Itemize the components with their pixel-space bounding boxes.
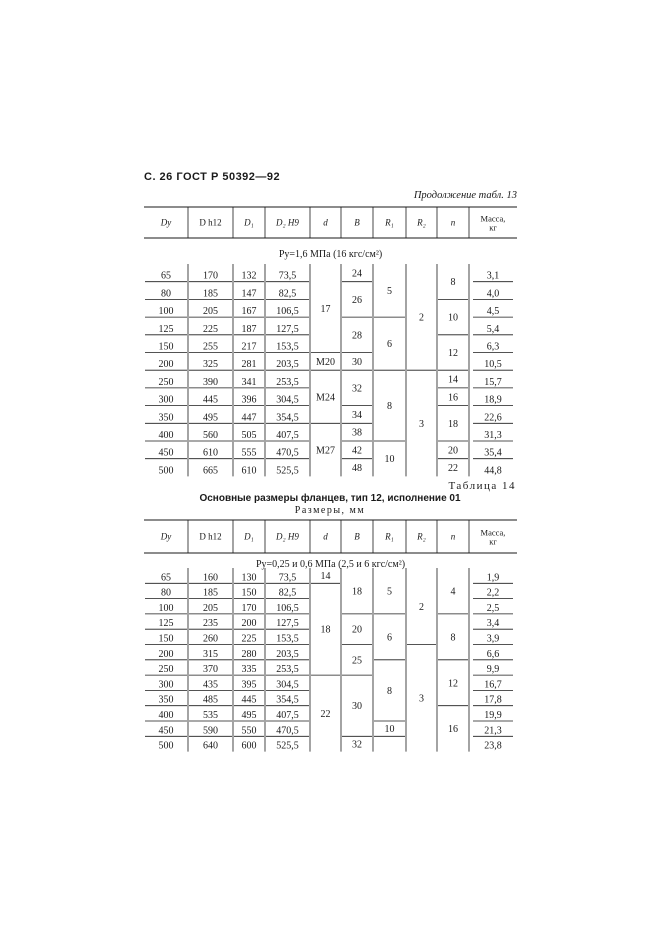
cell-d1: 150 <box>241 587 257 599</box>
cell-d2: 203,5 <box>276 648 299 660</box>
cell-d2: 106,5 <box>276 602 299 614</box>
span-b-value: 42 <box>352 445 362 457</box>
cell-mass: 17,8 <box>484 694 502 706</box>
span-r2-value: 2 <box>419 312 424 324</box>
cell-d2: 253,5 <box>276 376 299 388</box>
column-header-h-n: n <box>450 217 456 228</box>
cell-d: 225 <box>203 323 218 335</box>
cell-d1: 447 <box>241 412 257 424</box>
span-n-value: 4 <box>450 586 456 598</box>
column-header-h-dy: Dу <box>160 217 172 228</box>
column-header-h-mass: Масса, <box>480 213 506 224</box>
cell-mass: 4,0 <box>486 288 500 300</box>
span-b-value: 24 <box>352 268 362 280</box>
span-b-value: 25 <box>352 655 362 667</box>
cell-d2: 407,5 <box>276 710 299 721</box>
column-header-h-d2: D₂ H9 <box>276 217 299 228</box>
column-header-h-mass: Масса, <box>480 527 506 538</box>
cell-d: 665 <box>203 465 218 477</box>
cell-mass: 3,1 <box>486 270 500 282</box>
cell-dy: 300 <box>158 679 174 691</box>
span-b-value: 32 <box>352 739 362 751</box>
cell-mass: 19,9 <box>484 710 502 721</box>
span-r1-value: 5 <box>387 286 392 298</box>
cell-d2: 73,5 <box>278 270 297 282</box>
cell-mass: 31,3 <box>484 430 502 441</box>
cell-d2: 82,5 <box>278 288 297 300</box>
column-header-h-b: B <box>354 217 360 228</box>
cell-dy: 300 <box>158 394 174 406</box>
span-n-value: 16 <box>448 392 458 404</box>
span-b-value: 26 <box>352 294 362 306</box>
span-n-value: 8 <box>450 277 456 289</box>
span-b-value: 48 <box>352 463 362 475</box>
cell-d2: 525,5 <box>276 465 299 477</box>
cell-d2: 470,5 <box>276 725 299 737</box>
span-r1-value: 10 <box>384 454 395 466</box>
cell-d2: 525,5 <box>276 740 299 752</box>
span-d-value: M27 <box>316 445 335 457</box>
column-header-h-d1: D₁ <box>244 531 254 542</box>
span-n-value: 12 <box>448 348 458 359</box>
cell-dy: 400 <box>158 710 174 721</box>
column-header-h-d1: D₁ <box>244 217 254 228</box>
span-b-value: 28 <box>352 330 362 342</box>
cell-mass: 2,5 <box>486 602 500 614</box>
cell-d: 370 <box>203 664 218 676</box>
span-d-value: 14 <box>320 571 331 583</box>
span-n-value: 22 <box>448 463 458 475</box>
cell-mass: 1,9 <box>486 572 500 584</box>
cell-d: 205 <box>203 306 218 318</box>
cell-d2: 304,5 <box>276 679 299 691</box>
cell-d2: 354,5 <box>276 412 299 424</box>
cell-dy: 150 <box>158 633 174 645</box>
cell-mass: 4,5 <box>486 306 500 318</box>
span-d-value: 22 <box>320 708 331 720</box>
span-b-value: 30 <box>352 356 362 368</box>
cell-d: 435 <box>203 679 218 691</box>
column-header-h-b: B <box>354 531 360 542</box>
cell-d: 610 <box>203 447 218 459</box>
cell-d1: 281 <box>241 359 257 371</box>
span-n-value: 20 <box>448 445 458 457</box>
cell-dy: 500 <box>158 465 174 477</box>
span-r2-value: 3 <box>419 418 424 430</box>
table-continuation-caption: Продолжение табл. 13 <box>413 190 517 201</box>
cell-d2: 153,5 <box>276 633 299 645</box>
span-r1-value: 5 <box>387 586 392 598</box>
cell-d1: 225 <box>241 633 257 645</box>
column-header-h-d2: D₂ H9 <box>276 531 299 542</box>
cell-d1: 341 <box>241 376 257 388</box>
cell-dy: 500 <box>158 740 174 752</box>
table-14-label: Таблица 14 <box>448 480 516 492</box>
column-header-h-dy: Dу <box>160 531 172 542</box>
cell-d: 170 <box>203 270 218 282</box>
span-b-value: 34 <box>352 409 362 421</box>
span-n-value: 12 <box>448 678 458 690</box>
cell-d: 185 <box>203 288 218 300</box>
cell-mass: 9,9 <box>486 664 500 676</box>
cell-d1: 550 <box>241 725 257 737</box>
cell-d: 445 <box>203 394 218 406</box>
cell-d1: 445 <box>241 694 257 706</box>
cell-dy: 150 <box>158 341 174 353</box>
cell-mass: 44,8 <box>484 465 502 477</box>
cell-dy: 65 <box>161 270 171 282</box>
cell-d: 205 <box>203 602 218 614</box>
cell-dy: 250 <box>158 664 174 676</box>
cell-dy: 65 <box>161 572 171 584</box>
cell-d1: 147 <box>241 288 257 300</box>
column-header-h-r1: R₁ <box>385 217 394 228</box>
cell-d1: 217 <box>241 341 257 353</box>
cell-d: 535 <box>203 710 218 721</box>
span-r2-value: 3 <box>419 693 424 705</box>
cell-mass: 15,7 <box>484 376 502 388</box>
cell-dy: 400 <box>158 430 174 441</box>
span-d-value: 17 <box>320 303 331 315</box>
span-b-value: 30 <box>352 701 362 713</box>
cell-dy: 450 <box>158 447 174 459</box>
cell-d1: 495 <box>241 710 257 721</box>
cell-d: 160 <box>203 572 218 584</box>
cell-d1: 200 <box>241 618 257 630</box>
cell-dy: 80 <box>161 587 171 599</box>
cell-d: 590 <box>203 725 218 737</box>
cell-d1: 505 <box>241 430 257 441</box>
column-header-h-r1: R₁ <box>385 531 394 542</box>
span-b-value: 18 <box>352 586 362 598</box>
cell-d2: 73,5 <box>278 572 297 584</box>
span-d-value: M20 <box>316 356 335 368</box>
cell-mass: 16,7 <box>484 679 502 691</box>
table-14-title: Основные размеры фланцев, тип 12, исполнение 01 <box>199 493 461 504</box>
cell-d1: 600 <box>241 740 257 752</box>
cell-d2: 127,5 <box>276 618 299 630</box>
span-r2-value: 2 <box>419 601 424 613</box>
cell-mass: 22,6 <box>484 412 502 424</box>
cell-d1: 395 <box>241 679 257 691</box>
span-r1-value: 6 <box>387 632 392 644</box>
cell-d2: 470,5 <box>276 447 299 459</box>
span-n-value: 8 <box>450 632 456 644</box>
span-d-value: M24 <box>316 392 335 404</box>
cell-dy: 200 <box>158 359 174 371</box>
cell-mass: 10,5 <box>484 359 502 371</box>
span-r1-value: 8 <box>387 401 392 413</box>
cell-d: 390 <box>203 376 218 388</box>
pressure-subheader: Pу=1,6 МПа (16 кгс/см²) <box>278 249 383 260</box>
cell-d2: 153,5 <box>276 341 299 353</box>
cell-mass: 6,6 <box>486 648 500 660</box>
cell-d2: 304,5 <box>276 394 299 406</box>
cell-d: 640 <box>203 740 218 752</box>
cell-dy: 350 <box>158 694 174 706</box>
cell-mass: 5,4 <box>486 323 500 335</box>
span-r1-value: 8 <box>387 685 392 697</box>
cell-d2: 203,5 <box>276 359 299 371</box>
pressure-subheader: Pу=0,25 и 0,6 МПа (2,5 и 6 кгс/см²) <box>255 559 406 570</box>
cell-d: 325 <box>203 359 218 371</box>
cell-mass: 2,2 <box>486 587 500 599</box>
cell-dy: 250 <box>158 376 174 388</box>
cell-dy: 450 <box>158 725 174 737</box>
column-header-h-r2: R₂ <box>417 531 426 542</box>
span-r1-value: 6 <box>387 339 392 351</box>
cell-d: 495 <box>203 412 218 424</box>
cell-dy: 80 <box>161 288 171 300</box>
cell-d2: 407,5 <box>276 430 299 441</box>
cell-d1: 555 <box>241 447 257 459</box>
cell-mass: 18,9 <box>484 394 502 406</box>
column-header-h-n: n <box>450 531 456 542</box>
cell-d2: 82,5 <box>278 587 297 599</box>
cell-d2: 354,5 <box>276 694 299 706</box>
cell-d1: 130 <box>241 572 257 584</box>
column-header-h-d: d <box>323 531 328 542</box>
column-header-h-mass-unit: кг <box>489 536 497 547</box>
span-n-value: 16 <box>448 724 458 736</box>
column-header-h-r2: R₂ <box>417 217 426 228</box>
cell-d: 315 <box>203 648 218 660</box>
page-reference: С. 26 ГОСТ Р 50392—92 <box>144 171 281 183</box>
cell-d1: 280 <box>241 648 257 660</box>
cell-d1: 187 <box>241 323 257 335</box>
span-b-value: 38 <box>352 427 362 439</box>
span-r1-value: 10 <box>384 724 395 736</box>
span-n-value: 14 <box>448 374 458 386</box>
cell-d2: 106,5 <box>276 306 299 318</box>
cell-d1: 170 <box>241 602 257 614</box>
cell-dy: 125 <box>158 323 174 335</box>
cell-d: 185 <box>203 587 218 599</box>
column-header-h-mass-unit: кг <box>489 222 497 233</box>
cell-d1: 167 <box>241 306 257 318</box>
cell-d2: 253,5 <box>276 664 299 676</box>
cell-d1: 132 <box>241 270 257 282</box>
cell-d1: 335 <box>241 664 257 676</box>
cell-dy: 125 <box>158 618 174 630</box>
span-d-value: 18 <box>320 624 331 636</box>
span-n-value: 10 <box>448 312 458 324</box>
cell-mass: 23,8 <box>484 740 502 752</box>
column-header-h-d: d <box>323 217 328 228</box>
cell-d: 235 <box>203 618 218 630</box>
cell-d2: 127,5 <box>276 323 299 335</box>
column-header-h-dh12: D h12 <box>199 217 222 228</box>
cell-mass: 35,4 <box>484 447 502 459</box>
span-b-value: 32 <box>352 383 362 395</box>
table-14-subtitle: Размеры, мм <box>294 505 366 516</box>
column-header-h-dh12: D h12 <box>199 531 222 542</box>
cell-d1: 610 <box>241 465 257 477</box>
span-n-value: 18 <box>448 418 458 430</box>
cell-d: 560 <box>203 430 218 441</box>
cell-mass: 6,3 <box>486 341 500 353</box>
cell-dy: 200 <box>158 648 174 660</box>
cell-dy: 100 <box>158 306 174 318</box>
cell-d: 485 <box>203 694 218 706</box>
cell-dy: 350 <box>158 412 174 424</box>
cell-dy: 100 <box>158 602 174 614</box>
cell-d: 260 <box>203 633 218 645</box>
span-b-value: 20 <box>352 624 362 636</box>
cell-d1: 396 <box>241 394 257 406</box>
cell-mass: 3,9 <box>486 633 500 645</box>
cell-d: 255 <box>203 341 218 353</box>
cell-mass: 21,3 <box>484 725 502 737</box>
cell-mass: 3,4 <box>486 618 500 630</box>
